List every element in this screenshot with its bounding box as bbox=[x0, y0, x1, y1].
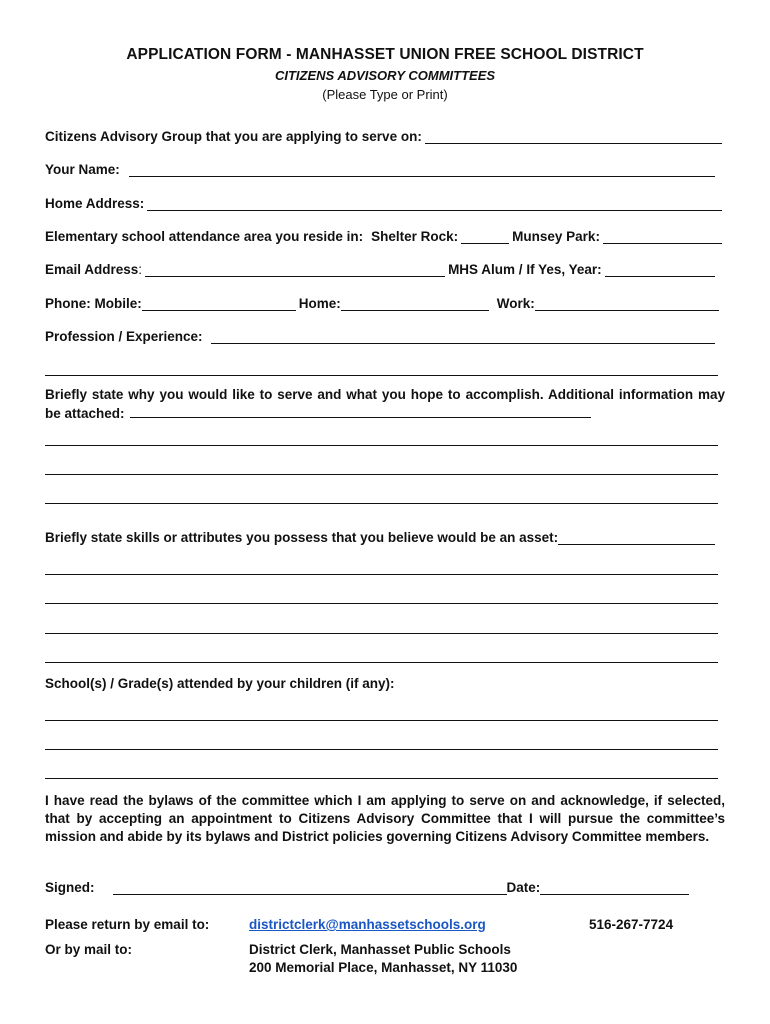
mail-address-line-1: District Clerk, Manhasset Public Schools bbox=[249, 942, 511, 957]
skills-line-4[interactable] bbox=[45, 662, 718, 663]
why-serve-question bbox=[45, 386, 725, 423]
schools-line-1[interactable] bbox=[45, 720, 718, 721]
date-field[interactable] bbox=[540, 880, 689, 895]
date-label: Date: bbox=[506, 880, 541, 895]
profession-label: Profession / Experience: bbox=[45, 329, 203, 344]
shelter-rock-field[interactable] bbox=[461, 229, 509, 244]
munsey-park-field[interactable] bbox=[603, 229, 722, 244]
work-phone-label: Work: bbox=[496, 296, 535, 311]
signed-label: Signed: bbox=[45, 880, 95, 895]
skills-line-1[interactable] bbox=[45, 574, 718, 575]
why-serve-inline-field[interactable] bbox=[130, 404, 591, 418]
shelter-rock-label: Shelter Rock: bbox=[371, 229, 459, 244]
form-instruction-note: (Please Type or Print) bbox=[322, 87, 448, 102]
address-row bbox=[45, 196, 725, 212]
why-serve-line-3[interactable] bbox=[45, 503, 718, 504]
profession-field[interactable] bbox=[211, 329, 715, 344]
address-field[interactable] bbox=[147, 196, 722, 211]
phone-mobile-label: Phone: Mobile: bbox=[45, 296, 142, 311]
mobile-phone-field[interactable] bbox=[142, 296, 296, 311]
advisory-group-field[interactable] bbox=[425, 129, 722, 144]
elementary-area-label: Elementary school attendance area you reside in: bbox=[45, 229, 364, 244]
form-title: APPLICATION FORM - MANHASSET UNION FREE SCHOOL DISTRICT bbox=[126, 46, 644, 63]
elementary-area-row bbox=[45, 229, 725, 245]
signature-field[interactable] bbox=[113, 880, 507, 895]
district-phone: 516-267-7724 bbox=[589, 917, 674, 932]
schools-line-2[interactable] bbox=[45, 749, 718, 750]
schools-text: School(s) / Grade(s) attended by your children (if any): bbox=[45, 676, 395, 691]
skills-row bbox=[45, 530, 718, 546]
mhs-alum-year-field[interactable] bbox=[605, 262, 715, 277]
return-email-link[interactable]: districtclerk@manhassetschools.org bbox=[249, 917, 486, 932]
profession-extra-line[interactable] bbox=[45, 375, 718, 376]
name-row bbox=[45, 162, 718, 178]
mhs-alum-label: MHS Alum / If Yes, Year: bbox=[448, 262, 602, 277]
skills-line-3[interactable] bbox=[45, 633, 718, 634]
signature-row bbox=[45, 880, 692, 896]
name-field[interactable] bbox=[129, 162, 715, 177]
home-phone-field[interactable] bbox=[341, 296, 489, 311]
why-serve-line-2[interactable] bbox=[45, 474, 718, 475]
skills-text: Briefly state skills or attributes you possess that you believe would be an asset: bbox=[45, 530, 559, 545]
phone-row bbox=[45, 296, 722, 312]
work-phone-field[interactable] bbox=[535, 296, 719, 311]
email-label: Email Address bbox=[45, 262, 139, 277]
why-serve-line-1[interactable] bbox=[45, 445, 718, 446]
email-field[interactable] bbox=[145, 262, 445, 277]
name-label: Your Name: bbox=[45, 162, 120, 177]
mail-address-line-2: 200 Memorial Place, Manhasset, NY 11030 bbox=[249, 960, 518, 975]
email-row bbox=[45, 262, 718, 278]
acknowledgement-paragraph: I have read the bylaws of the committee which I am applying to serve on and acknowledge, if selected, that by accepting an appointment to Citizens Advisory Committee that I will pursue the committee’s mission and abide by its bylaws and District policies governing Citizens Advisory Committee members. bbox=[45, 793, 725, 844]
profession-row bbox=[45, 329, 718, 345]
advisory-group-label: Citizens Advisory Group that you are applying to serve on: bbox=[45, 129, 422, 144]
return-mail-label: Or by mail to: bbox=[45, 942, 133, 957]
why-serve-text: Briefly state why you would like to serve and what you hope to accomplish. Additional information may be attached: bbox=[45, 387, 725, 421]
return-email-label: Please return by email to: bbox=[45, 917, 210, 932]
form-subtitle: CITIZENS ADVISORY COMMITTEES bbox=[274, 68, 496, 83]
advisory-group-row bbox=[45, 129, 725, 145]
munsey-park-label: Munsey Park: bbox=[512, 229, 600, 244]
home-phone-label: Home: bbox=[298, 296, 341, 311]
schools-line-3[interactable] bbox=[45, 778, 718, 779]
skills-inline-field[interactable] bbox=[558, 530, 715, 545]
address-label: Home Address: bbox=[45, 196, 145, 211]
schools-row bbox=[45, 676, 725, 692]
skills-line-2[interactable] bbox=[45, 603, 718, 604]
email-colon: : bbox=[138, 262, 143, 277]
